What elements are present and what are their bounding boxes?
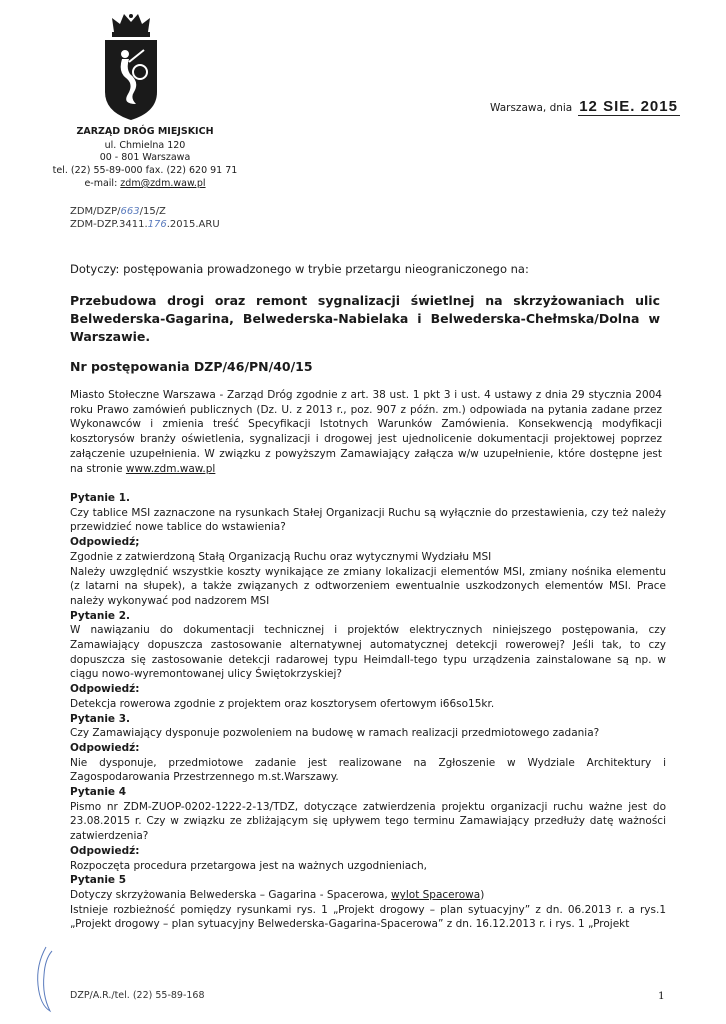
question-1-text: Czy tablice MSI zaznaczone na rysunkach Stałej Organizacji Ruchu są wyłącznie do przestawienia, czy też należy przewidzieć nowe tablice do wstawienia?	[70, 506, 666, 534]
reference-2-prefix: ZDM-DZP.3411.	[70, 219, 148, 230]
email-line	[30, 178, 260, 190]
reference-1-prefix: ZDM/DZP/	[70, 206, 121, 217]
answer-2-text: Detekcja rowerowa zgodnie z projektem oraz kosztorysem ofertowym i66so15kr.	[70, 697, 495, 710]
answer-1-text-2: Należy uwzględnić wszystkie koszty wynikające ze zmiany lokalizacji elementów MSI, zmiany nośnika elementu (z latarni na słupek), a także związanych z odtworzeniem ewentualnie uszkodzonych elementów MSI. Prace należy wykonywać pod nadzorem MSI	[70, 565, 666, 607]
answer-2-heading: Odpowiedź:	[70, 683, 140, 696]
place-date-label: Warszawa, dnia	[490, 102, 573, 114]
email-link[interactable]: zdm@zdm.waw.pl	[120, 178, 206, 189]
procedure-number: Nr postępowania DZP/46/PN/40/15	[70, 359, 313, 374]
warsaw-crest-icon	[100, 12, 162, 122]
reference-2-handwritten: 176	[147, 219, 167, 230]
handwritten-initial-icon	[32, 945, 58, 1013]
reference-1-handwritten: 663	[120, 206, 140, 217]
footer-reference: DZP/A.R./tel. (22) 55-89-168	[70, 990, 205, 1001]
question-5-text-2: Istnieje rozbieżność pomiędzy rysunkami rys. 1 „Projekt drogowy – plan sytuacyjny” z dn. 06.2013 r. a rys.1 „Projekt drogowy – plan sytuacyjny Belwederska-Gagarina-Spacerowa” z dn. 16.12.2013 r. i rys. 1 „Projekt	[70, 903, 666, 931]
subject-intro: Dotyczy: postępowania prowadzonego w trybie przetargu nieograniczonego na:	[70, 262, 529, 276]
intro-paragraph	[70, 388, 662, 476]
question-5-heading: Pytanie 5	[70, 874, 126, 887]
address-street: ul. Chmielna 120	[104, 140, 186, 151]
question-4-heading: Pytanie 4	[70, 786, 126, 799]
answer-1-heading: Odpowiedź;	[70, 536, 140, 549]
answer-4-heading: Odpowiedź:	[70, 844, 140, 857]
intro-text: Miasto Stołeczne Warszawa - Zarząd Dróg zgodnie z art. 38 ust. 1 pkt 3 i ust. 4 ustawy z dnia 29 stycznia 2004 roku Prawo zamówień publicznych (Dz. U. z 2013 r., poz. 907 z późn. zm.) odpowiada na pytania zadane przez Wykonawców i zmienia treść Specyfikacji Istotnych Warunków Zamówienia. Konsekwencją modyfikacji kosztorysów branży oświetlenia, sygnalizacji i drogowej jest ujednolicenie dokumentacji projektowej poprzez załączenie uzupełnienia. W związku z powyższym Zamawiający załącza w/w uzupełnienie, które dostępne jest na stronie	[70, 389, 662, 475]
place-date	[490, 98, 680, 116]
question-2-heading: Pytanie 2.	[70, 609, 130, 622]
organization-name: ZARZĄD DRÓG MIEJSKICH	[76, 126, 214, 137]
answer-4-text: Rozpoczęta procedura przetargowa jest na ważnych uzgodnieniach,	[70, 859, 428, 872]
tender-title: Przebudowa drogi oraz remont sygnalizacji świetlnej na skrzyżowaniach ulic Belwederska-Gagarina, Belwederska-Nabielaka i Belwederska-Chełmska/Dolna w Warszawie.	[70, 293, 660, 344]
question-4-text: Pismo nr ZDM-ZUOP-0202-1222-2-13/TDZ, dotyczące zatwierdzenia projektu organizacji ruchu ważne jest do 23.08.2015 r. Czy w związku ze zbliżającym się upływem tego terminu Zamawiający przedłuży datę ważności zatwierdzenia?	[70, 800, 666, 843]
questions-answers	[70, 491, 666, 932]
answer-1-text-1: Zgodnie z zatwierdzoną Stałą Organizacją Ruchu oraz wytycznymi Wydziału MSI	[70, 550, 492, 563]
reference-line-1	[70, 206, 166, 218]
email-label: e-mail:	[84, 178, 118, 189]
question-2-text: W nawiązaniu do dokumentacji technicznej i projektów elektrycznych niniejszego postępowania, czy Zamawiający dopuszcza zastosowanie alternatywnej automatycznej detekcji rowerowej? Jeśli tak, to czy dopuszcza się zastosowanie detekcji radarowej typu Heimdall-tego typu urządzenia zainstalowane są np. w ciągu nowo-wyremontowanej ulicy Świętokrzyskiej?	[70, 624, 666, 681]
question-5-text	[70, 888, 666, 903]
reference-1-suffix: /15/Z	[139, 206, 166, 217]
address-city: 00 - 801 Warszawa	[99, 152, 191, 163]
page-number: 1	[658, 990, 665, 1002]
reference-line-2	[70, 219, 220, 231]
question-5-prefix: Dotyczy skrzyżowania Belwederska – Gagarina - Spacerowa,	[70, 888, 388, 901]
phone-fax: tel. (22) 55-89-000 fax. (22) 620 91 71	[52, 165, 238, 176]
answer-3-text: Nie dysponuje, przedmiotowe zadanie jest realizowane na Zgłoszenie w Wydziale Architektury i Zagospodarowania Przestrzennego m.st.Warszawy.	[70, 756, 666, 784]
answer-3-heading: Odpowiedź:	[70, 741, 140, 754]
reference-2-suffix: .2015.ARU	[166, 219, 220, 230]
question-3-text: Czy Zamawiający dysponuje pozwoleniem na budowę w ramach realizacji przedmiotowego zadania?	[70, 727, 600, 740]
handwritten-date: 12 SIE. 2015	[579, 98, 678, 115]
intro-link[interactable]: www.zdm.waw.pl	[125, 462, 216, 475]
question-1-heading: Pytanie 1.	[70, 492, 130, 504]
question-5-suffix: )	[480, 888, 485, 901]
question-3-heading: Pytanie 3.	[70, 712, 130, 725]
question-5-link: wylot Spacerowa	[391, 888, 481, 901]
